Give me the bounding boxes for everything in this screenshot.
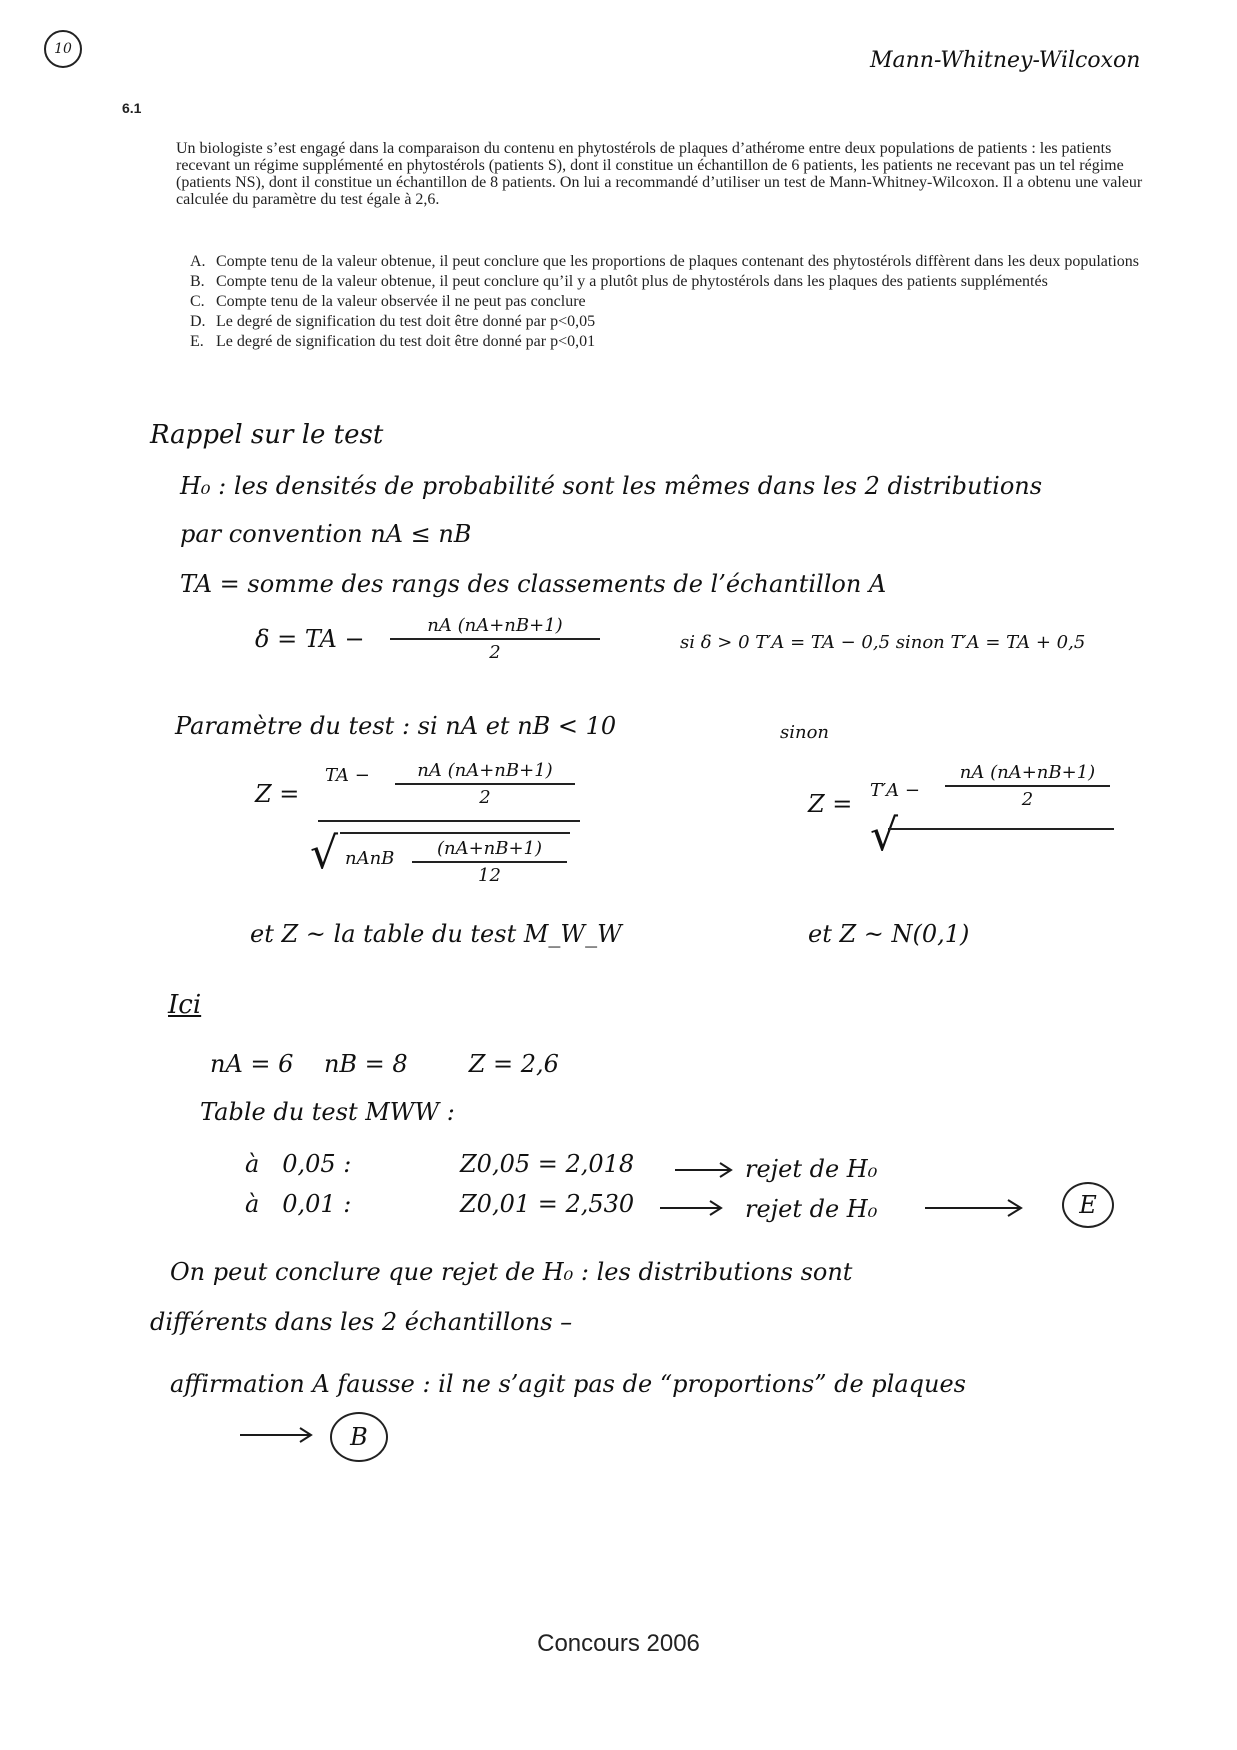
note-ta-definition: TA = somme des rangs des classements de l’échantillon A (180, 570, 887, 598)
note-convention: par convention nA ≤ nB (180, 520, 472, 548)
answer-circle-e: E (1062, 1182, 1114, 1228)
dist-normal: et Z ~ N(0,1) (808, 920, 970, 948)
option-c: C. Compte tenu de la valeur observée il ne peut pas conclure (190, 293, 586, 310)
row1-z: Z0,05 = 2,018 (460, 1150, 635, 1178)
z1-den-fraction: (nA+nB+1) 12 (412, 838, 567, 886)
question-number: 6.1 (122, 100, 142, 116)
option-e: E. Le degré de signification du test doit être donné par p<0,01 (190, 333, 596, 350)
arrow-row1-icon (675, 1163, 731, 1177)
param-heading: Paramètre du test : si nA et nB < 10 (175, 712, 617, 740)
conclusion-line-1: On peut conclure que rejet de H₀ : les distributions sont (170, 1258, 853, 1286)
arrow-row2-icon (660, 1201, 721, 1215)
handwritten-test-title: Mann-Whitney-Wilcoxon (870, 48, 1141, 73)
option-a: A. Compte tenu de la valeur obtenue, il peut conclure que les proportions de plaques contenant des phytostérols diffèrent dans les deux populations (190, 253, 1140, 270)
row2-z: Z0,01 = 2,530 (460, 1190, 635, 1218)
circled-page-number: 10 (44, 30, 82, 68)
z1-lhs: Z = (255, 780, 300, 808)
z1-num-a: TA − (325, 765, 370, 786)
delta-rule: si δ > 0 T′A = TA − 0,5 sinon T′A = TA + 0,5 (680, 632, 1086, 653)
footer-concours: Concours 2006 (537, 1630, 700, 1657)
note-values: nA = 6 nB = 8 Z = 2,6 (210, 1050, 559, 1078)
row1-result: rejet de H₀ (745, 1155, 878, 1183)
param-sinon: sinon (780, 722, 830, 743)
conclusion-line-2: différents dans les 2 échantillons – (150, 1308, 573, 1336)
note-h0: H₀ : les densités de probabilité sont les mêmes dans les 2 distributions (180, 472, 1043, 500)
row1-level: à 0,05 : (245, 1150, 352, 1178)
table-heading: Table du test MWW : (200, 1098, 455, 1126)
row2-level: à 0,01 : (245, 1190, 352, 1218)
note-ici: Ici (168, 990, 202, 1020)
z2-lhs: Z = (808, 790, 853, 818)
z1-num-fraction: nA (nA+nB+1) 2 (395, 760, 575, 808)
row2-result: rejet de H₀ (745, 1195, 878, 1223)
z2-sqrt-sign: √ (870, 810, 899, 861)
dist-mww: et Z ~ la table du test M_W_W (250, 920, 622, 948)
delta-lhs: δ = TA − (255, 625, 365, 653)
note-rappel: Rappel sur le test (150, 420, 384, 450)
z1-sqrt-sign: √ (310, 828, 339, 879)
question-statement: Un biologiste s’est engagé dans la comparaison du contenu en phytostérols de plaques d’athérome entre deux populations de patients : les patients recevant un régime supplémenté en phytostérols (patients S), dont il constitue un échantillon de 6 patients, les patients ne recevant pas un tel régime (patients NS), dont il constitue un échantillon de 8 patients. On lui a recommandé d’utiliser un test de Mann-Whitney-Wilcoxon. Il a obtenu une valeur calculée du paramètre du test égale à 2,6. (176, 140, 1143, 208)
conclusion-line-3: affirmation A fausse : il ne s’agit pas de “proportions” de plaques (170, 1370, 966, 1398)
delta-fraction: nA (nA+nB+1) 2 (390, 615, 600, 663)
z2-num-a: T′A − (870, 780, 920, 801)
arrow-to-e-icon (925, 1200, 1021, 1216)
z2-num-fraction: nA (nA+nB+1) 2 (945, 762, 1110, 810)
option-d: D. Le degré de signification du test doit être donné par p<0,05 (190, 313, 596, 330)
arrow-to-b-icon (240, 1428, 311, 1442)
answer-circle-b: B (330, 1412, 388, 1462)
z1-den-a: nAnB (345, 848, 395, 869)
option-b: B. Compte tenu de la valeur obtenue, il peut conclure qu’il y a plutôt plus de phytostérols dans les plaques des patients supplémentés (190, 273, 1048, 290)
